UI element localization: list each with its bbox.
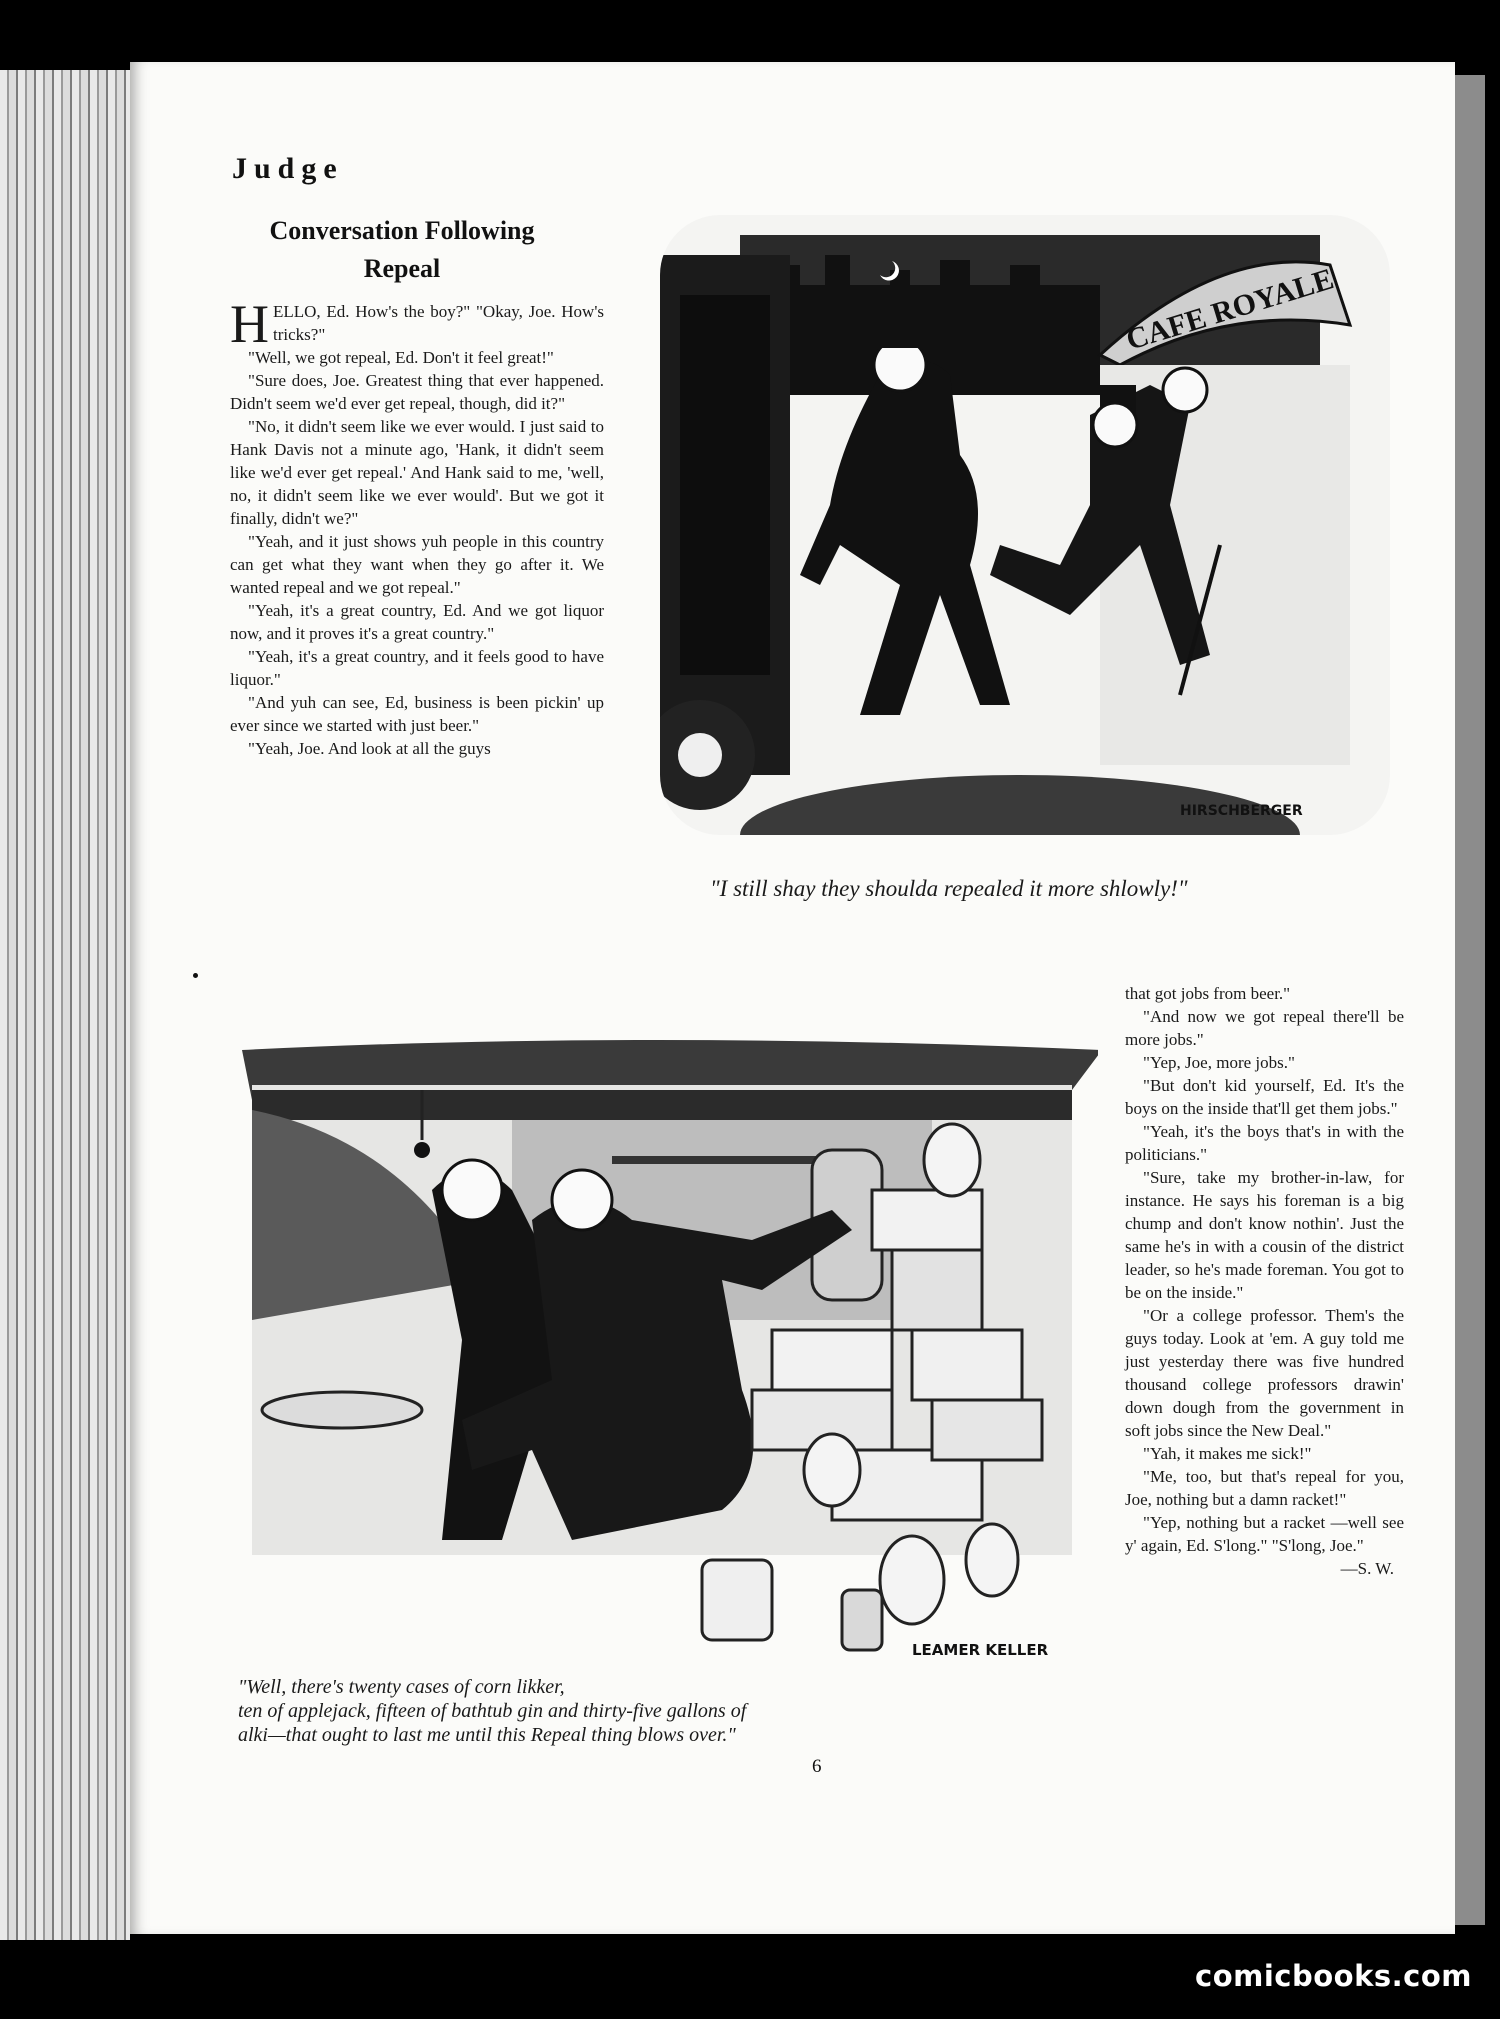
cartoon-bottom-caption — [238, 1675, 958, 1747]
article-paragraph: that got jobs from beer." — [1125, 984, 1291, 1003]
masthead: Judge — [232, 152, 344, 185]
cartoon-cafe-royale — [660, 215, 1390, 835]
article-paragraph: "Yeah, it's the boys that's in with the politicians." — [1125, 1122, 1404, 1164]
cafe-royale-sign: CAFE ROYALE — [1122, 262, 1338, 357]
cartoon-cafe-royale-illustration — [660, 215, 1390, 835]
binding-edge — [0, 70, 130, 1940]
article-column-left — [230, 294, 604, 760]
cartoon-top-caption: "I still shay they shoulda repealed it more shlowly!" — [710, 876, 1188, 901]
cartoon-bottom-artist: LEAMER KELLER — [912, 1641, 1049, 1659]
article-paragraph: "Yeah, Joe. And look at all the guys — [248, 739, 491, 758]
article-paragraph: "Yeah, and it just shows yuh people in this country can get what they want when they go after it. We wanted repeal and we got repeal." — [230, 532, 604, 597]
page-edge-shadow — [1455, 75, 1485, 1925]
caption-line: alki—that ought to last me until this Repeal thing blows over." — [238, 1724, 736, 1746]
watermark-link[interactable]: comicbooks.com — [1195, 1959, 1472, 1993]
article-paragraph: "Yep, Joe, more jobs." — [1143, 1053, 1295, 1072]
article-opening — [230, 294, 604, 354]
article-paragraph: "Yeah, it's a great country, Ed. And we got liquor now, and it proves it's a great country." — [230, 601, 604, 643]
article-paragraph: "Yeah, it's a great country, and it feels good to have liquor." — [230, 647, 604, 689]
article-signature: —S. W. — [1340, 1559, 1394, 1578]
cartoon-top-artist: HIRSCHBERGER — [1180, 803, 1303, 819]
cartoon-cellar — [232, 990, 1098, 1670]
article-paragraph: "Or a college professor. Them's the guys today. Look at 'em. A guy told me just yesterday there was five hundred thousand college professors drawin' down dough from the government in soft jobs since the New Deal." — [1125, 1306, 1404, 1440]
article-paragraph: "No, it didn't seem like we ever would. I just said to Hank Davis not a minute ago, 'Hank, it didn't seem like we'd ever get repeal.' And Hank said to me, 'well, no, it didn't seem like we ever would'. But we got it finally, didn't we?" — [230, 417, 604, 528]
article-title: Conversation Following Repeal — [269, 216, 535, 283]
page-number: 6 — [812, 1756, 822, 1777]
article-paragraph: "Sure, take my brother-in-law, for instance. He says his foreman is a big chump and don't know nothin'. Just the same he's in with a cousin of the district leader, so he's made foreman. You got to be on the inside." — [1125, 1168, 1404, 1302]
article-paragraph: "Yep, nothing but a racket —well see y' again, Ed. S'long." "S'long, Joe." — [1125, 1513, 1404, 1555]
caption-line: "Well, there's twenty cases of corn likker, — [238, 1676, 565, 1698]
article-column-right — [1125, 982, 1404, 1580]
article-paragraph: "Well, we got repeal, Ed. Don't it feel great!" — [248, 348, 554, 367]
article-paragraph: "And now we got repeal there'll be more jobs." — [1125, 1007, 1404, 1049]
caption-line: ten of applejack, fifteen of bathtub gin and thirty-five gallons of — [238, 1700, 747, 1722]
article-paragraph: "Sure does, Joe. Greatest thing that ever happened. Didn't seem we'd ever get repeal, though, did it?" — [230, 371, 604, 413]
article-paragraph: "Yah, it makes me sick!" — [1143, 1444, 1312, 1463]
article-paragraph: "And yuh can see, Ed, business is been pickin' up ever since we started with just beer." — [230, 693, 604, 735]
opening-text: ELLO, Ed. How's the boy?" "Okay, Joe. How's tricks?" — [273, 302, 604, 344]
article-paragraph: "But don't kid yourself, Ed. It's the boys on the inside that'll get them jobs." — [1125, 1076, 1404, 1118]
article-paragraph: "Me, too, but that's repeal for you, Joe, nothing but a damn racket!" — [1125, 1467, 1404, 1509]
dropcap: H — [230, 294, 269, 354]
cartoon-cellar-illustration — [232, 990, 1098, 1670]
ink-speck — [193, 973, 198, 978]
